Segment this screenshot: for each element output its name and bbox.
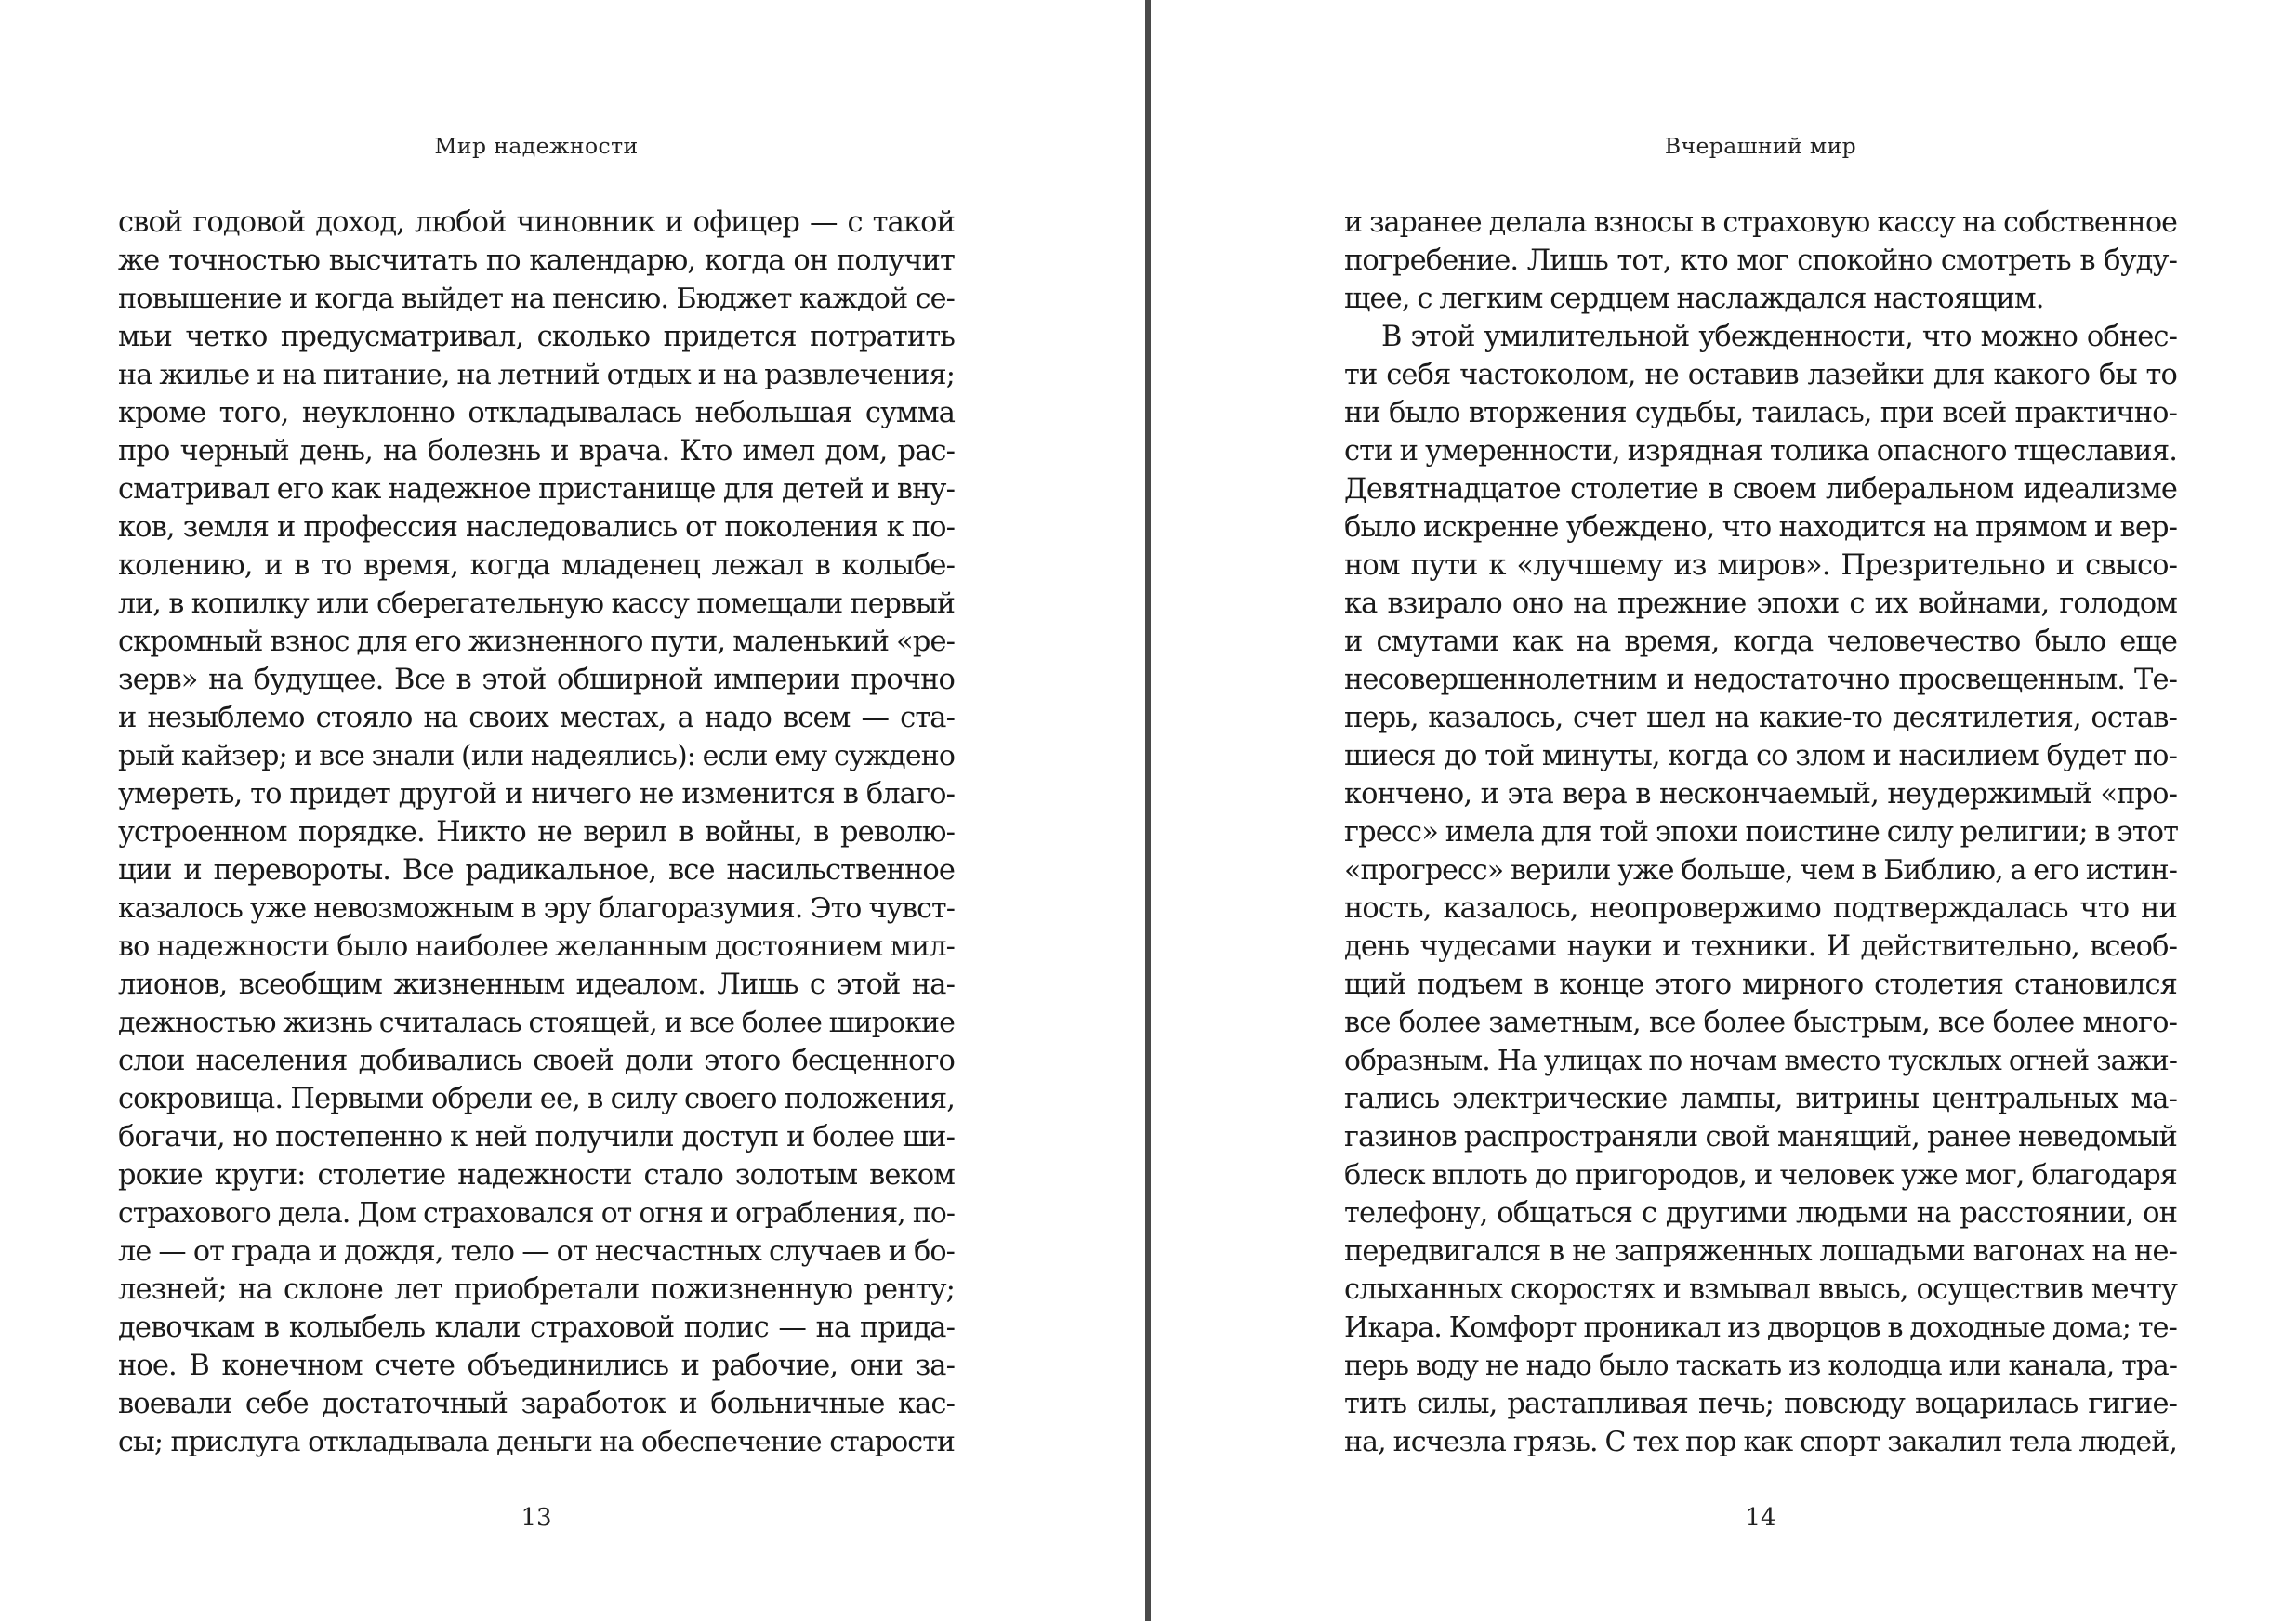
text-line: ти себя частоколом, не оставив лазейки для какого бы то: [1344, 359, 2177, 391]
text-line: щий подъем в конце этого мирного столетия становился: [1344, 969, 2177, 1001]
text-line: В этой умилительной убежденности, что можно обнес-: [1381, 321, 2177, 353]
text-line: лионов, всеобщим жизненным идеалом. Лишь с этой на-: [118, 969, 955, 1001]
text-line: про черный день, на болезнь и врача. Кто имел дом, рас-: [118, 435, 955, 468]
text-line: несовершеннолетним и недостаточно просвещенным. Те-: [1344, 664, 2177, 696]
text-line: казалось уже невозможным в эру благоразумия. Это чувст-: [118, 892, 955, 925]
text-line: погребение. Лишь тот, кто мог спокойно смотреть в буду-: [1344, 244, 2177, 277]
text-line: телефону, общаться с другими людьми на расстоянии, он: [1344, 1197, 2177, 1230]
text-line: устроенном порядке. Никто не верил в войны, в револю-: [118, 816, 955, 849]
body-text-left: [118, 204, 955, 1461]
text-line: слои населения добивались своей доли этого бесценного: [118, 1045, 955, 1077]
text-line: сти и умеренности, изрядная толика опасного тщеславия.: [1344, 435, 2177, 468]
running-head-left: Мир надежности: [434, 133, 639, 159]
text-line: кончено, и эта вера в нескончаемый, неудержимый «про-: [1344, 778, 2177, 810]
text-line: передвигался в не запряженных лошадьми вагонах на не-: [1344, 1235, 2177, 1268]
text-line: кроме того, неуклонно откладывалась небольшая сумма: [118, 397, 955, 429]
text-line: скромный взнос для его жизненного пути, маленький «ре-: [118, 626, 955, 658]
text-line: зерв» на будущее. Все в этой обширной империи прочно: [118, 664, 955, 696]
page-number-right: 14: [1745, 1504, 1776, 1532]
text-line: ли, в копилку или сберегательную кассу помещали первый: [118, 587, 955, 620]
spine-divider: [1145, 0, 1151, 1621]
text-line: газинов распространяли свой манящий, ранее неведомый: [1344, 1121, 2177, 1153]
text-line: день чудесами науки и техники. И действительно, всеоб-: [1344, 930, 2177, 963]
text-line: ное. В конечном счете объединились и рабочие, они за-: [118, 1350, 955, 1382]
text-line: щее, с легким сердцем наслаждался настоящим.: [1344, 283, 2044, 315]
text-line: и смутами как на время, когда человечество было еще: [1344, 626, 2177, 658]
text-line: на жилье и на питание, на летний отдых и на развлечения;: [118, 359, 955, 391]
text-line: девочкам в колыбель клали страховой полис — на прида-: [118, 1311, 955, 1344]
running-head-right: Вчерашний мир: [1664, 133, 1857, 159]
text-line: свой годовой доход, любой чиновник и офицер — с такой: [118, 206, 955, 239]
left-page: [118, 0, 955, 1621]
text-line: перь, казалось, счет шел на какие-то десятилетия, остав-: [1344, 702, 2177, 734]
text-line: на, исчезла грязь. С тех пор как спорт закалил тела людей,: [1344, 1426, 2177, 1458]
text-line: лезней; на склоне лет приобретали пожизненную ренту;: [118, 1273, 955, 1306]
text-line: и заранее делала взносы в страховую кассу на собственное: [1344, 206, 2177, 239]
text-line: гресс» имела для той эпохи поистине силу религии; в этот: [1344, 816, 2179, 849]
text-line: ле — от града и дождя, тело — от несчастных случаев и бо-: [118, 1235, 955, 1268]
text-line: во надежности было наиболее желанным достоянием мил-: [118, 930, 955, 963]
body-text-right: [1344, 204, 2177, 1461]
text-line: и незыблемо стояло на своих местах, а надо всем — ста-: [118, 702, 955, 734]
text-line: сокровища. Первыми обрели ее, в силу своего положения,: [118, 1083, 955, 1115]
text-line: же точностью высчитать по календарю, когда он получит: [118, 244, 955, 277]
text-line: мьи четко предусматривал, сколько придется потратить: [118, 321, 955, 353]
text-line: шиеся до той минуты, когда со злом и насилием будет по-: [1344, 740, 2177, 772]
text-line: Икара. Комфорт проникал из дворцов в доходные дома; те-: [1344, 1311, 2177, 1344]
text-line: сы; прислуга откладывала деньги на обеспечение старости: [118, 1426, 955, 1458]
text-line: Девятнадцатое столетие в своем либеральном идеализме: [1344, 473, 2177, 506]
text-line: страхового дела. Дом страховался от огня и ограбления, по-: [118, 1197, 955, 1230]
text-line: ность, казалось, неопровержимо подтверждалась что ни: [1344, 892, 2177, 925]
text-line: повышение и когда выйдет на пенсию. Бюджет каждой се-: [118, 283, 955, 315]
text-line: ции и перевороты. Все радикальное, все насильственное: [118, 854, 955, 887]
right-page: [1344, 0, 2177, 1621]
text-line: воевали себе достаточный заработок и больничные кас-: [118, 1388, 955, 1420]
text-line: ка взирало оно на прежние эпохи с их войнами, голодом: [1344, 587, 2177, 620]
text-line: колению, и в то время, когда младенец лежал в колыбе-: [118, 549, 955, 582]
text-line: ни было вторжения судьбы, таилась, при всей практично-: [1344, 397, 2177, 429]
text-line: образным. На улицах по ночам вместо тусклых огней зажи-: [1344, 1045, 2177, 1077]
text-line: было искренне убеждено, что находится на прямом и вер-: [1344, 511, 2177, 544]
text-line: блеск вплоть до пригородов, и человек уже мог, благодаря: [1344, 1159, 2177, 1192]
text-line: слыханных скоростях и взмывал ввысь, осуществив мечту: [1344, 1273, 2177, 1306]
text-line: рокие круги: столетие надежности стало золотым веком: [118, 1159, 955, 1192]
text-line: «прогресс» верили уже больше, чем в Библию, а его истин-: [1344, 854, 2177, 887]
page-number-left: 13: [521, 1504, 552, 1532]
text-line: рый кайзер; и все знали (или надеялись): если ему суждено: [118, 740, 955, 772]
text-line: дежностью жизнь считалась стоящей, и все более широкие: [118, 1007, 955, 1039]
text-line: тить силы, растапливая печь; повсюду воцарилась гигие-: [1344, 1388, 2177, 1420]
text-line: богачи, но постепенно к ней получили доступ и более ши-: [118, 1121, 955, 1153]
text-line: ном пути к «лучшему из миров». Презрительно и свысо-: [1344, 549, 2177, 582]
text-line: сматривал его как надежное пристанище для детей и вну-: [118, 473, 955, 506]
text-line: умереть, то придет другой и ничего не изменится в благо-: [118, 778, 955, 810]
text-line: все более заметным, все более быстрым, все более много-: [1344, 1007, 2177, 1039]
text-line: гались электрические лампы, витрины центральных ма-: [1344, 1083, 2177, 1115]
text-line: ков, земля и профессия наследовались от поколения к по-: [118, 511, 955, 544]
text-line: перь воду не надо было таскать из колодца или канала, тра-: [1344, 1350, 2177, 1382]
